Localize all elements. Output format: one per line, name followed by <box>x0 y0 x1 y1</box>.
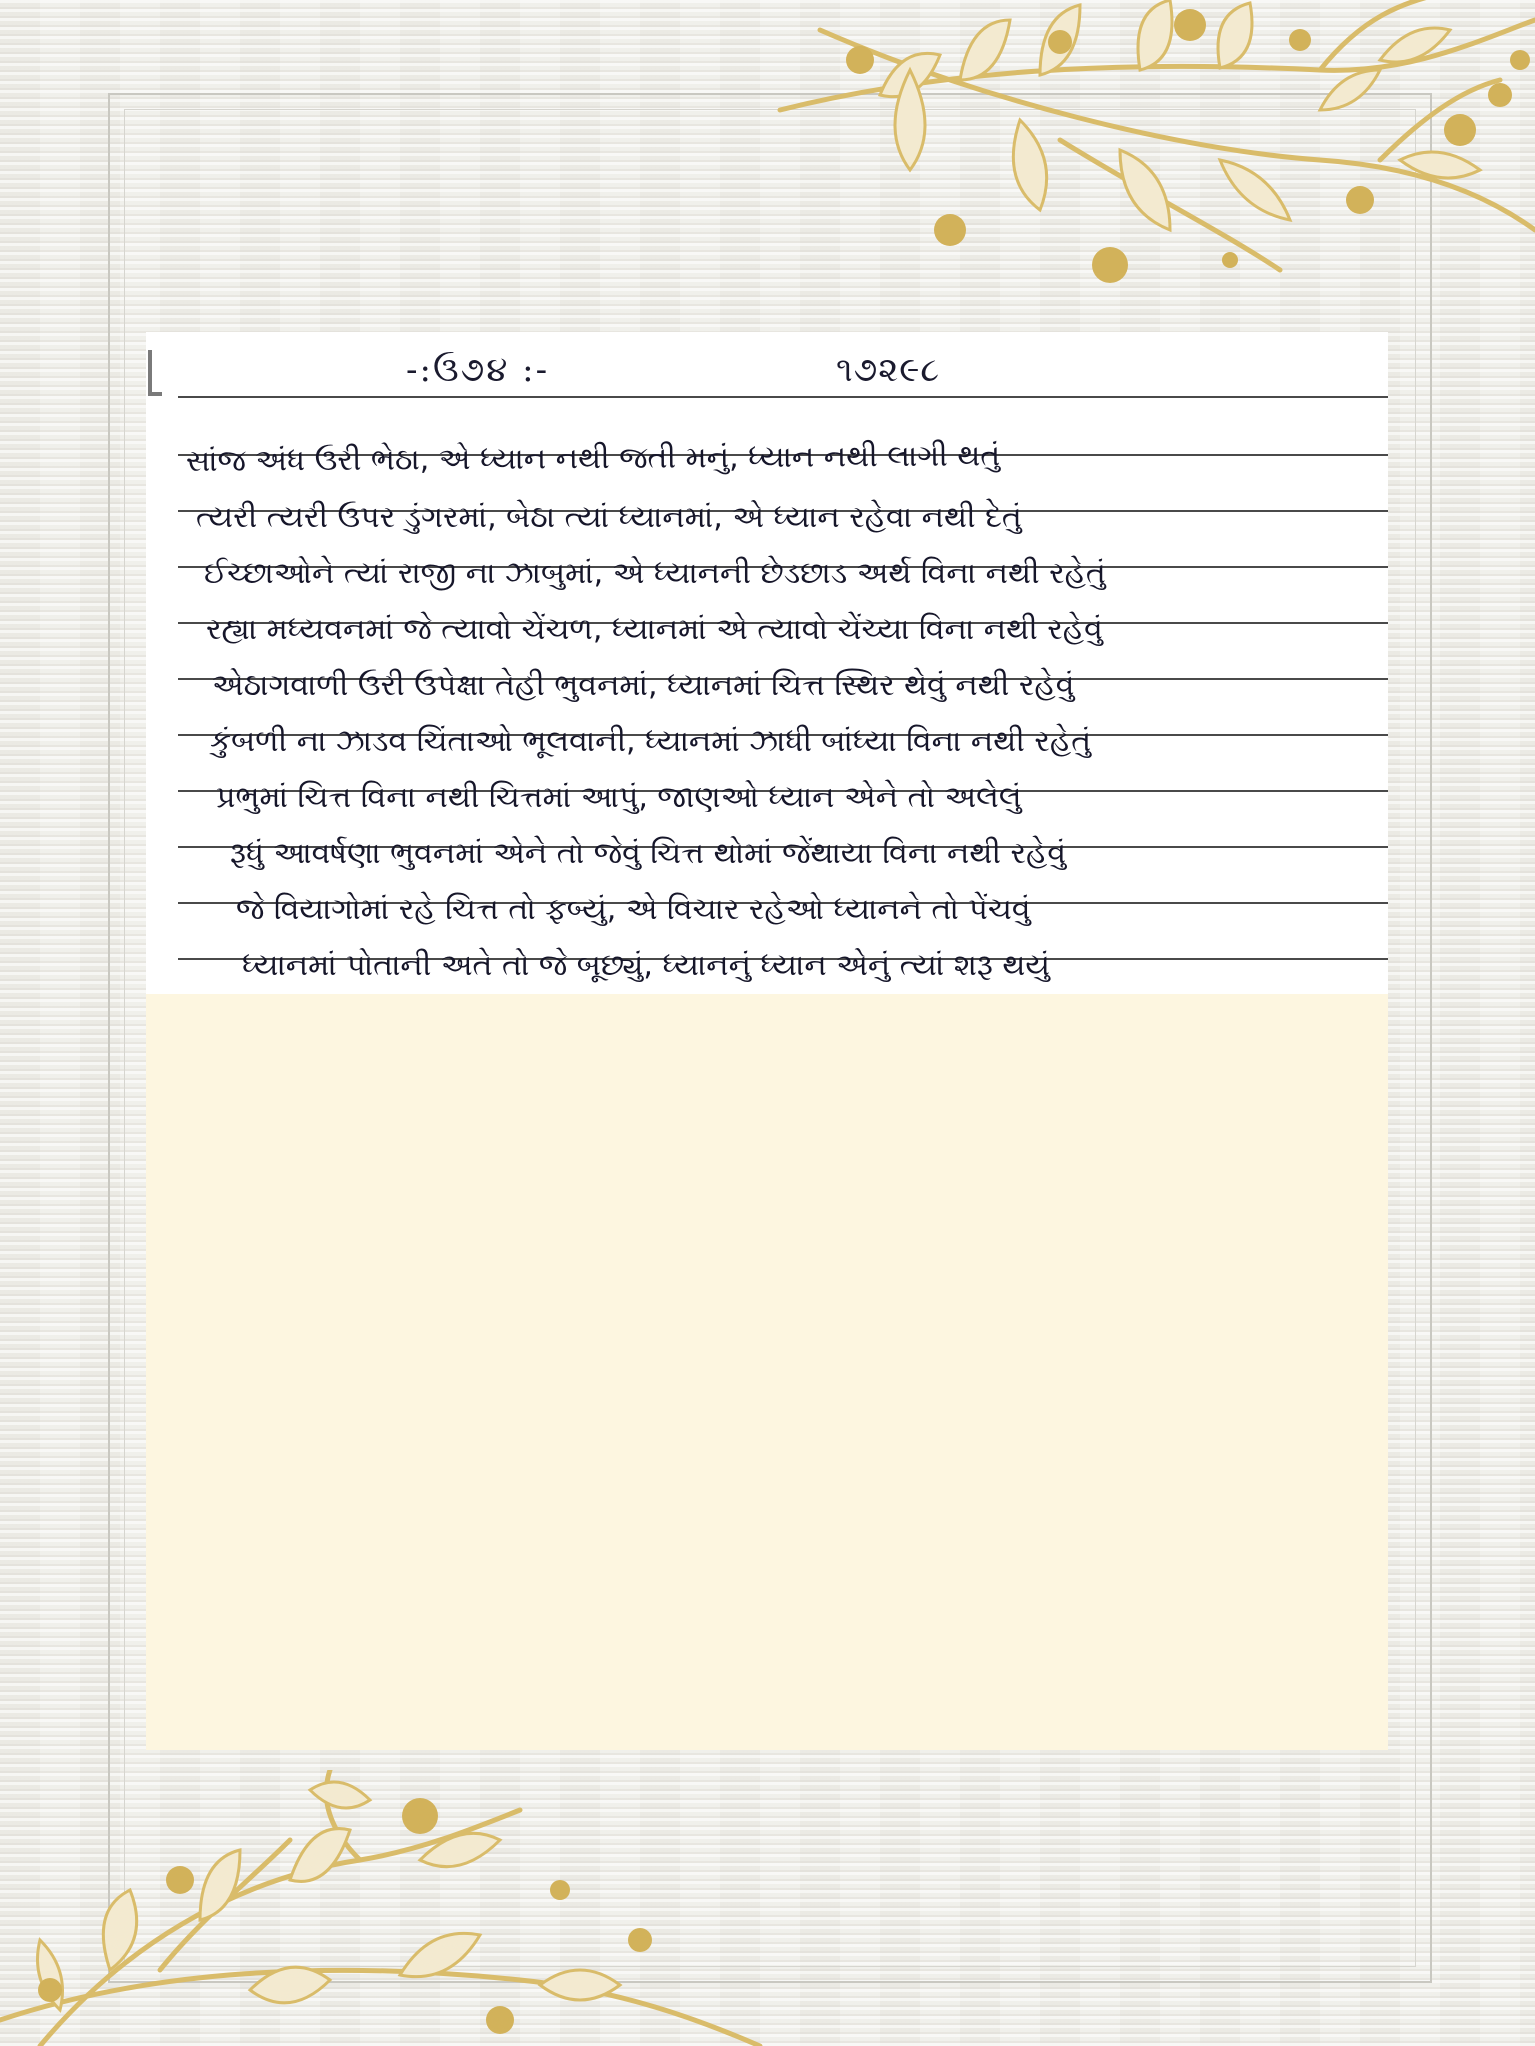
note-line-9: જે વિયાગોમાં રહે ચિત્ત તો ફબ્યું, એ વિચાર રહેઓ ધ્યાનને તો પેંચવું <box>236 892 1031 927</box>
note-line-4: રહ્યા મધ્યવનમાં જે ત્યાવો ચેંચળ, ધ્યાનમાં એ ત્યાવો ચેંચ્યા વિના નથી રહેવું <box>206 612 1103 647</box>
handwritten-note-scan <box>146 332 1388 994</box>
ruled-line <box>178 396 1388 398</box>
margin-mark <box>148 350 162 396</box>
gold-leaf-branch-bottom-icon <box>0 1770 800 2046</box>
note-heading: -:ઉ૭૪ :- <box>406 350 550 390</box>
gold-leaf-branch-top-icon <box>760 0 1535 300</box>
note-line-7: પ્રભુમાં ચિત્ત વિના નથી ચિત્તમાં આપું, જાણઓ ધ્યાન એને તો અલેલું <box>216 780 1022 815</box>
note-line-6: કુંબળી ના ઝાડવ ચિંતાઓ ભૂલવાની, ધ્યાનમાં ઝાધી બાંધ્યા વિના નથી રહેતું <box>210 724 1092 759</box>
note-line-5: એઠાગવાળી ઉરી ઉપેક્ષા તેહી ભુવનમાં, ધ્યાનમાં ચિત્ત સ્થિર થેવું નથી રહેવું <box>212 668 1075 703</box>
blank-cream-panel <box>146 994 1388 1750</box>
note-line-3: ઈચ્છાઓને ત્યાં રાજી ના ઝાબુમાં, એ ધ્યાનની છેડછાડ અર્થ વિના નથી રહેતું <box>204 556 1106 591</box>
note-line-2: ત્યરી ત્યરી ઉપર ડુંગરમાં, બેઠા ત્યાં ધ્યાનમાં, એ ધ્યાન રહેવા નથી દેતું <box>196 500 1022 535</box>
note-line-1: સાંજ અંધ ઉરી ભેઠા, એ ધ્યાન નથી જતી મનું, ધ્યાન નથી લાગી થતું <box>185 438 1001 479</box>
note-heading-row <box>146 346 1388 392</box>
note-line-10: ધ્યાનમાં પોતાની અતે તો જે બૂછ્યું, ધ્યાનનું ધ્યાન એનું ત્યાં શરૂ થયું <box>242 948 1050 983</box>
note-date: ૧૭૨૯૮ <box>836 350 941 390</box>
note-line-8: રૂધું આવર્ષણા ભુવનમાં એને તો જેવું ચિત્ત થોમાં જેંથાયા વિના નથી રહેવું <box>230 836 1067 871</box>
